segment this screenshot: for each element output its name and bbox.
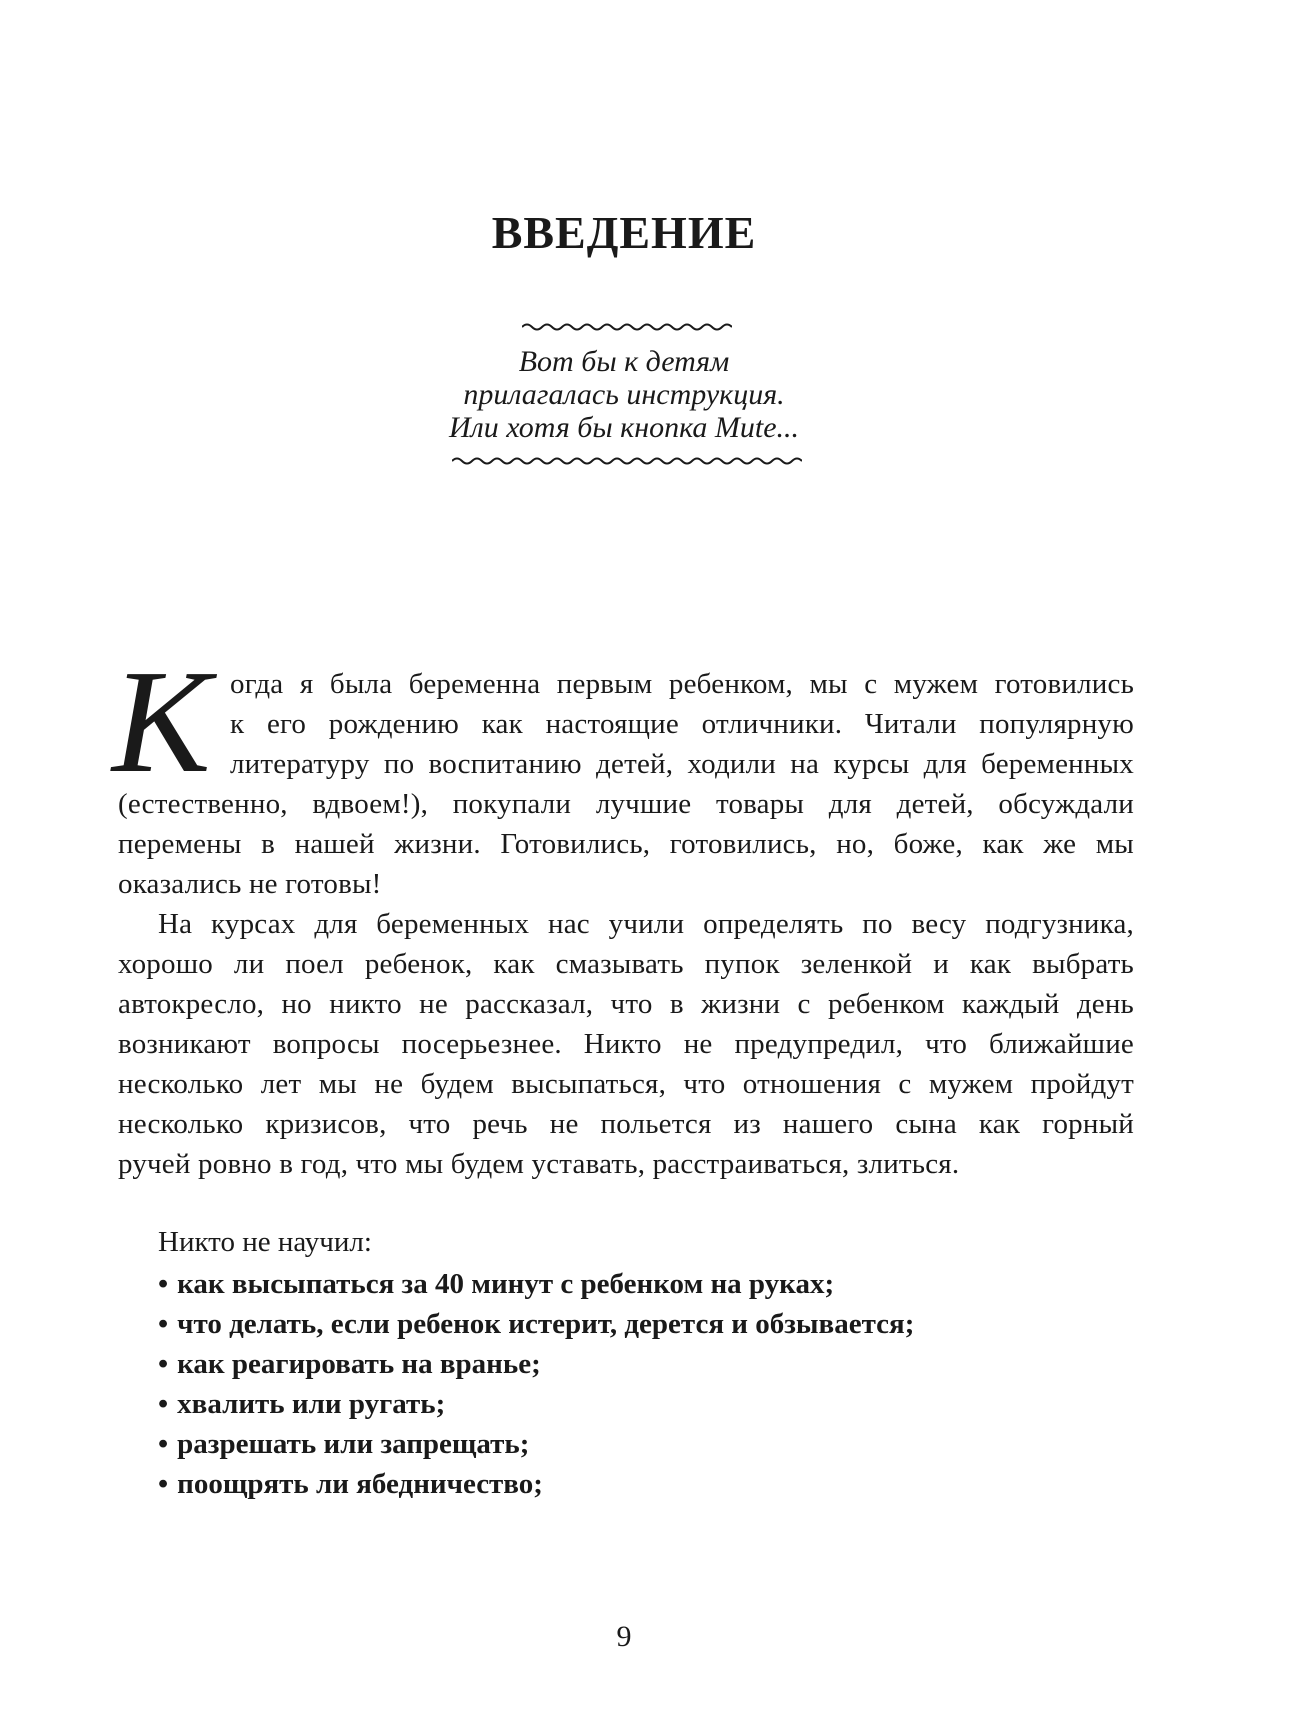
list-item [158, 1384, 914, 1424]
paragraph-line: хорошо ли поел ребенок, как смазывать пупок зеленкой и как выбрать [118, 948, 1134, 980]
list-item-text: поощрять ли ябедничество; [177, 1468, 543, 1500]
page-number: 9 [616, 1620, 632, 1653]
list-item-text: как реагировать на вранье; [177, 1348, 541, 1380]
body-text [118, 664, 1134, 1184]
list-item [158, 1344, 914, 1384]
paragraph-line: оказались не готовы! [118, 868, 382, 900]
paragraph-line: возникают вопросы посерьезнее. Никто не предупредил, что ближайшие [118, 1028, 1134, 1060]
drop-cap: К [112, 640, 211, 804]
list-item [158, 1264, 914, 1304]
list-item [158, 1304, 914, 1344]
bullet-icon: • [158, 1268, 169, 1300]
paragraph-line: огда я была беременна первым ребенком, мы с мужем готовились [230, 668, 1134, 700]
paragraph-line: автокресло, но никто не рассказал, что в жизни с ребенком каждый день [118, 988, 1134, 1020]
bullet-list [158, 1264, 914, 1504]
wave-divider-bottom [452, 456, 802, 466]
bullet-icon: • [158, 1348, 169, 1380]
list-item-text: разрешать или запрещать; [177, 1428, 530, 1460]
epigraph-line: Или хотя бы кнопка Mute... [448, 411, 800, 444]
bullet-icon: • [158, 1428, 169, 1460]
list-item-text: хвалить или ругать; [177, 1388, 446, 1420]
list-intro: Никто не научил: [158, 1226, 372, 1258]
paragraph-line: несколько лет мы не будем высыпаться, что отношения с мужем пройдут [118, 1068, 1134, 1100]
paragraph-line: перемены в нашей жизни. Готовились, готовились, но, боже, как же мы [118, 828, 1134, 860]
bullet-icon: • [158, 1388, 169, 1420]
list-item [158, 1464, 914, 1504]
epigraph [0, 345, 1248, 444]
bullet-icon: • [158, 1308, 169, 1340]
chapter-heading: ВВЕДЕНИЕ [491, 207, 757, 258]
list-item [158, 1424, 914, 1464]
paragraph-line: к его рождению как настоящие отличники. Читали популярную [230, 708, 1134, 740]
paragraph-line: литературу по воспитанию детей, ходили на курсы для беременных [230, 748, 1134, 780]
paragraph-line: несколько кризисов, что речь не польется из нашего сына как горный [118, 1108, 1134, 1140]
bullet-icon: • [158, 1468, 169, 1500]
epigraph-line: Вот бы к детям [518, 345, 730, 378]
paragraph-line: (естественно, вдвоем!), покупали лучшие товары для детей, обсуждали [118, 788, 1134, 820]
epigraph-line: прилагалась инструкция. [463, 378, 785, 411]
list-item-text: как высыпаться за 40 минут с ребенком на руках; [177, 1268, 835, 1300]
list-item-text: что делать, если ребенок истерит, дерется и обзывается; [177, 1308, 915, 1340]
paragraph-line: На курсах для беременных нас учили определять по весу подгузника, [158, 908, 1134, 940]
paragraph-line: ручей ровно в год, что мы будем уставать, расстраиваться, злиться. [118, 1148, 960, 1180]
wave-divider-top [522, 322, 732, 332]
